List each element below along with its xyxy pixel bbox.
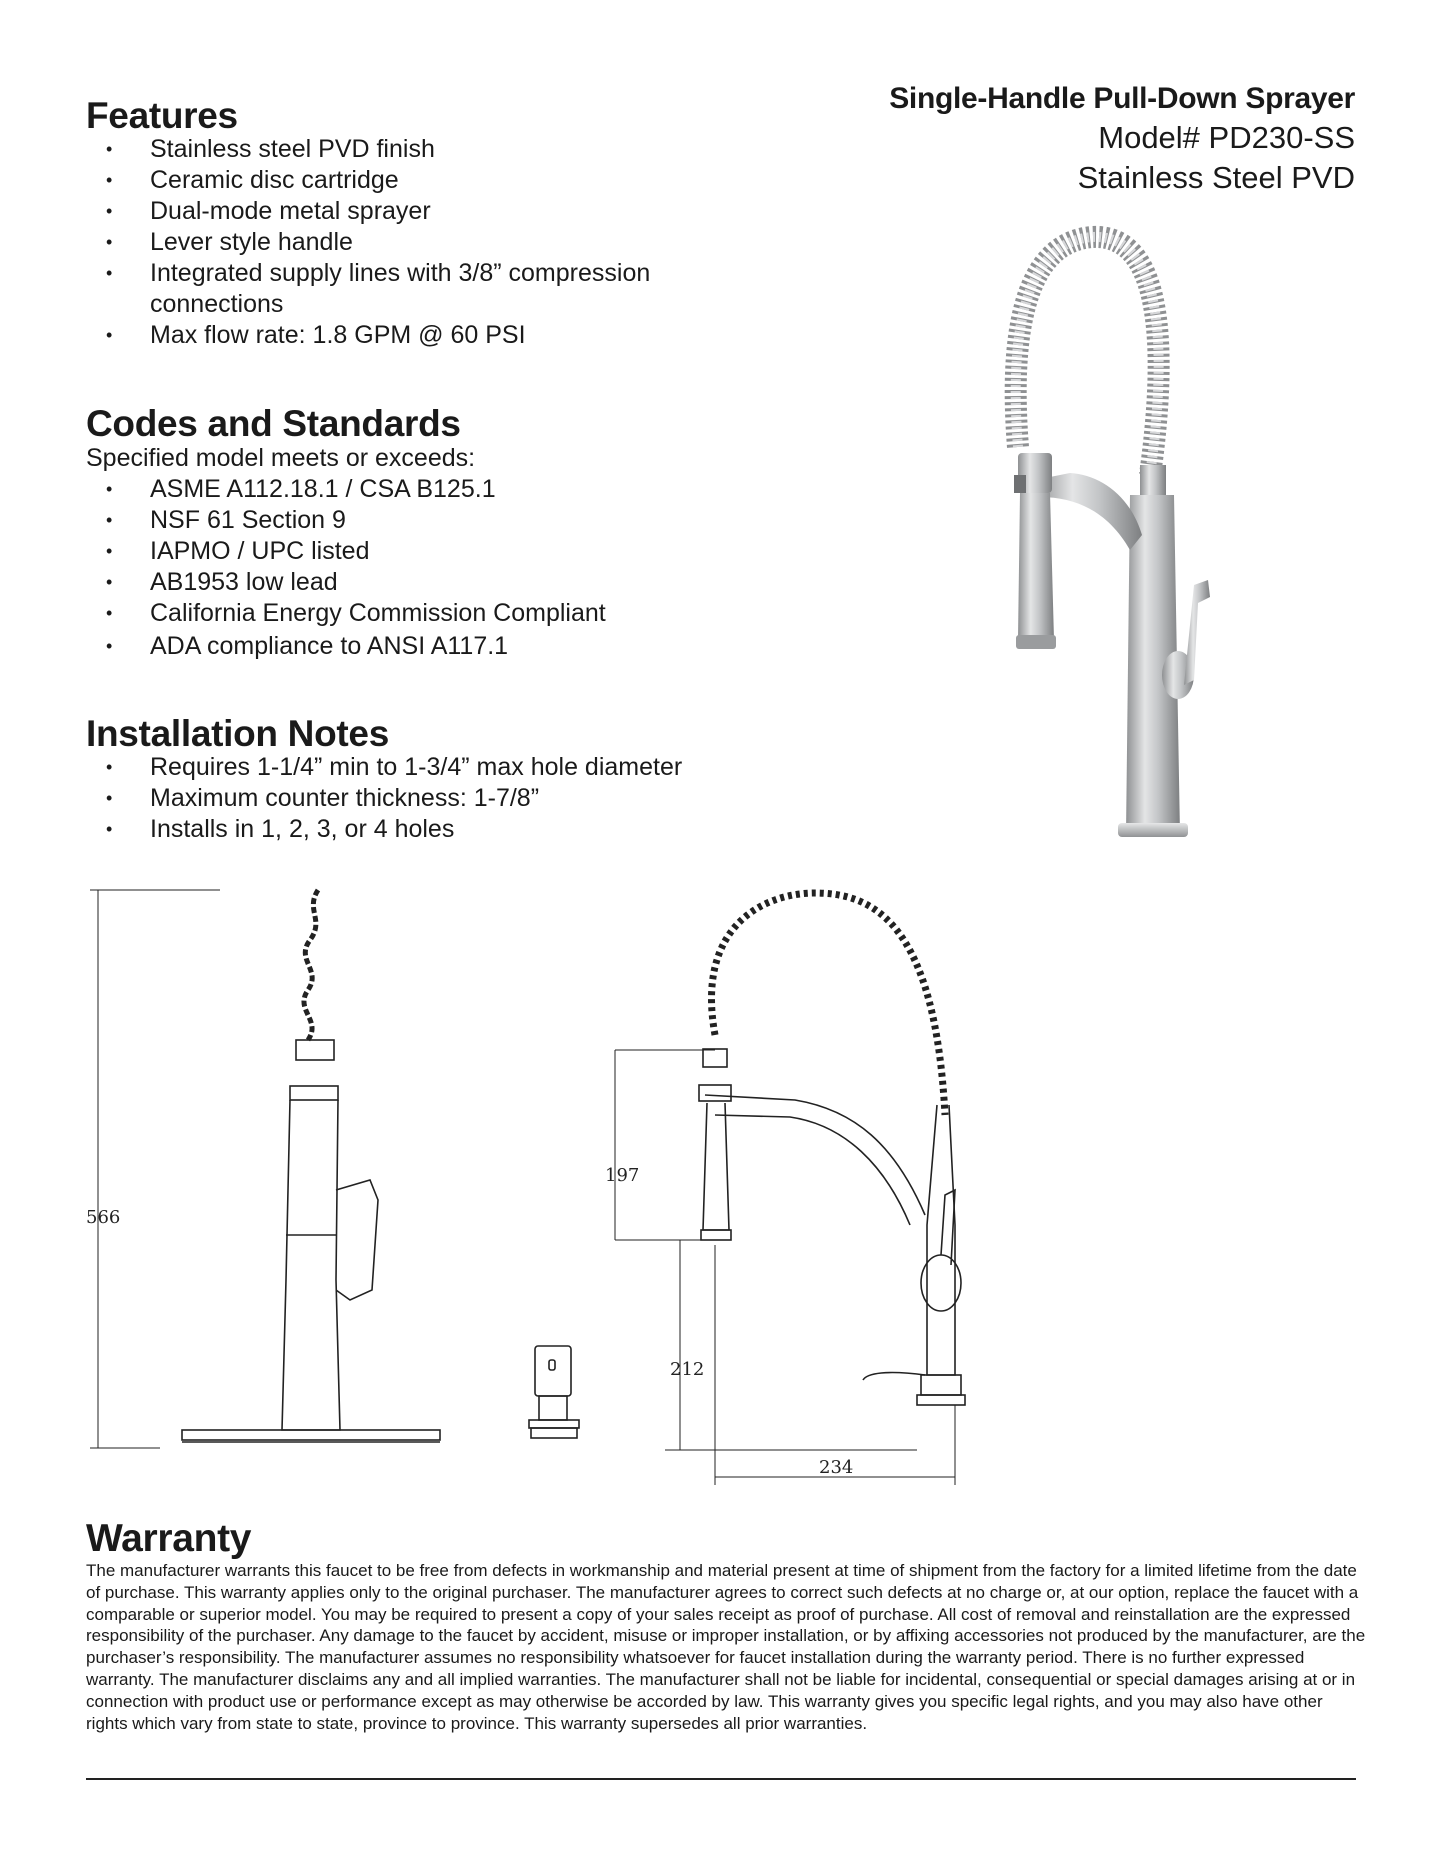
- list-item: • Ceramic disc cartridge: [86, 165, 806, 196]
- codes-heading: Codes and Standards: [86, 403, 461, 444]
- dimension-spout-height: 197: [605, 1165, 640, 1186]
- faucet-product-image: [980, 225, 1220, 855]
- list-item: • ASME A112.18.1 / CSA B125.1: [86, 474, 806, 505]
- features-list: [86, 134, 806, 351]
- list-item: • ADA compliance to ANSI A117.1: [86, 631, 806, 662]
- codes-section: [86, 403, 806, 662]
- list-item: • IAPMO / UPC listed: [86, 536, 806, 567]
- list-item: • NSF 61 Section 9: [86, 505, 806, 536]
- codes-intro: Specified model meets or exceeds:: [86, 444, 476, 472]
- list-item: • Maximum counter thickness: 1-7/8”: [86, 783, 806, 814]
- list-item: • AB1953 low lead: [86, 567, 806, 598]
- installation-list: [86, 752, 806, 845]
- list-item: • Requires 1-1/4” min to 1-3/4” max hole diameter: [86, 752, 806, 783]
- dimension-reach: 234: [819, 1457, 854, 1478]
- finish-name: Stainless Steel PVD: [1077, 160, 1355, 195]
- codes-list: [86, 474, 806, 662]
- model-number: Model# PD230-SS: [1098, 120, 1355, 155]
- list-item: • Stainless steel PVD finish: [86, 134, 806, 165]
- list-item: • Dual-mode metal sprayer: [86, 196, 806, 227]
- product-header: [735, 80, 1355, 198]
- product-title: Single-Handle Pull-Down Sprayer: [889, 82, 1355, 115]
- list-item: • Max flow rate: 1.8 GPM @ 60 PSI: [86, 320, 806, 351]
- features-heading: Features: [86, 95, 238, 136]
- dimension-overall-height: 566: [86, 1207, 121, 1228]
- list-item: • Integrated supply lines with 3/8” compression connections: [86, 258, 710, 320]
- dimension-base-to-spout: 212: [670, 1359, 705, 1380]
- warranty-heading: Warranty: [86, 1517, 252, 1560]
- list-item: • California Energy Commission Compliant: [86, 598, 806, 629]
- soap-dispenser-drawing: [525, 1340, 585, 1450]
- installation-section: [86, 713, 806, 845]
- side-view-drawing: [86, 890, 470, 1450]
- footer-divider: [86, 1778, 1356, 1780]
- list-item: • Installs in 1, 2, 3, or 4 holes: [86, 814, 806, 845]
- installation-heading: Installation Notes: [86, 713, 389, 754]
- features-section: [86, 95, 806, 351]
- front-view-drawing: [605, 885, 1005, 1478]
- list-item: • Lever style handle: [86, 227, 806, 258]
- warranty-section: [86, 1518, 1376, 1734]
- warranty-text: The manufacturer warrants this faucet to be free from defects in workmanship and material present at time of shipment from the factory for a limited lifetime from the date of purchase. This warranty applies only to the original purchaser. The manufacturer agrees to correct such defects at no charge or, at our option, replace the faucet with a comparable or superior model. You may be required to present a copy of your sales receipt as proof of purchase. All cost of removal and reinstallation are the expressed responsibility of the purchaser. Any damage to the faucet by accident, misuse or improper installation, or by affixing accessories not produced by the manufacturer, are the purchaser’s responsibility. The manufacturer assumes no responsibility whatsoever for faucet installation during the warranty period. There is no further expressed warranty. The manufacturer disclaims any and all implied warranties. The manufacturer shall not be liable for incidental, consequential or special damages arising at or in connection with product use or performance except as may otherwise be accorded by law. This warranty gives you specific legal rights, and you may also have other rights which vary from state to state, province to province. This warranty supersedes all prior warranties.: [86, 1561, 1366, 1733]
